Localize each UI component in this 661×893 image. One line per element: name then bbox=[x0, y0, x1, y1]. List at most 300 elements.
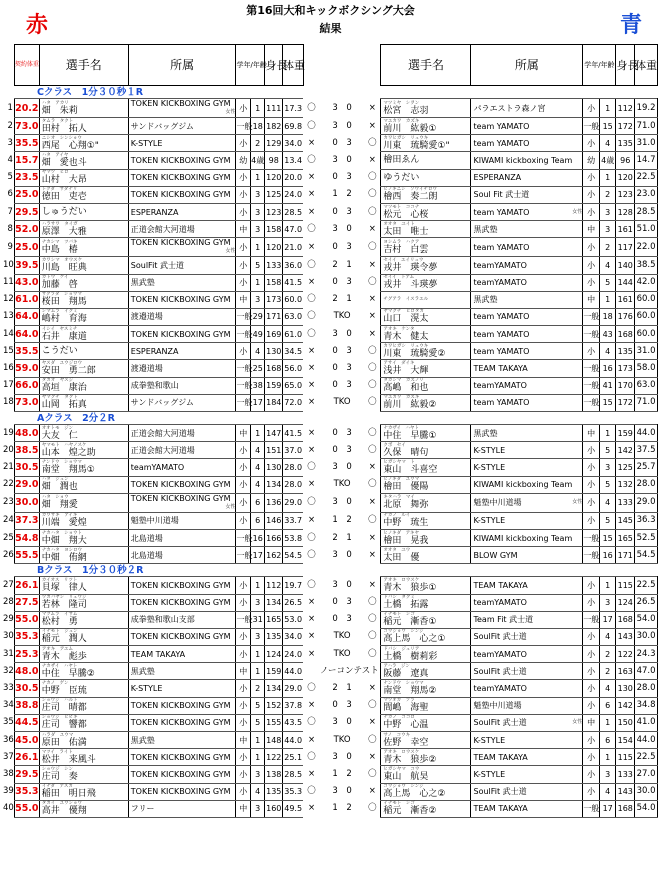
match-number: 38 bbox=[3, 768, 14, 779]
red-affiliation bbox=[128, 476, 236, 493]
blue-name-cell bbox=[381, 766, 471, 783]
match-row bbox=[3, 512, 658, 529]
red-age: 1 bbox=[250, 99, 265, 118]
red-kana: イシイ ヤスミチ bbox=[41, 326, 78, 332]
blue-weight: 27.0 bbox=[635, 766, 658, 783]
red-kana: ショウジ シン bbox=[41, 766, 74, 772]
blue-height: 176 bbox=[616, 308, 635, 325]
match-row bbox=[3, 493, 658, 512]
blue-affiliation bbox=[471, 186, 583, 203]
red-age: 1 bbox=[250, 274, 265, 291]
red-kana: タカオ ヤスジ bbox=[41, 378, 74, 384]
red-weight: 24.0 bbox=[283, 186, 304, 203]
red-height: 136 bbox=[265, 493, 283, 512]
page-title: 第16回大和キックボクシング大会 bbox=[246, 4, 415, 17]
blue-affiliation-text: teamYAMATO bbox=[473, 684, 527, 694]
red-affiliation-text: 成拳塾和歌山 bbox=[130, 381, 179, 391]
contract-weight: 38.8 bbox=[14, 697, 39, 714]
red-height: 120 bbox=[265, 169, 283, 186]
blue-weight: 71.0 bbox=[635, 118, 658, 135]
match-row bbox=[3, 135, 658, 152]
blue-weight: 28.5 bbox=[635, 203, 658, 220]
blue-affiliation-text: team YAMATO bbox=[473, 329, 530, 339]
red-kana: ナカノ ゲン bbox=[41, 681, 69, 687]
contract-weight: 39.5 bbox=[14, 257, 39, 274]
blue-affiliation bbox=[471, 274, 583, 291]
red-height: 147 bbox=[265, 425, 283, 442]
blue-weight: 22.5 bbox=[635, 169, 658, 186]
red-fighter-name: 桜田 翔馬 bbox=[41, 297, 87, 308]
red-age: 1 bbox=[250, 425, 265, 442]
red-weight: 53.8 bbox=[283, 529, 304, 546]
blue-affiliation-text: K-STYLE bbox=[473, 735, 506, 745]
red-result-mark bbox=[303, 663, 320, 680]
match-score: 0 3 bbox=[332, 614, 352, 625]
blue-age: 1 bbox=[599, 577, 616, 594]
blue-weight: 60.0 bbox=[635, 308, 658, 325]
red-affiliation bbox=[128, 152, 236, 169]
blue-kana: マエカワ カズキ bbox=[383, 118, 420, 124]
blue-fighter-name: 青木 狼歩① bbox=[383, 582, 437, 593]
blue-fighter-name: 松宮 志羽 bbox=[383, 105, 429, 116]
red-affiliation-text: TOKEN KICKBOXING GYM bbox=[130, 769, 231, 779]
red-affiliation bbox=[128, 547, 236, 564]
blue-affiliation bbox=[471, 459, 583, 476]
blue-affiliation bbox=[471, 425, 583, 442]
red-affiliation bbox=[128, 800, 236, 817]
red-result-mark: × bbox=[307, 427, 316, 438]
blue-fighter-name: 間嶋 海聖 bbox=[383, 703, 429, 714]
blue-weight: 60.0 bbox=[635, 291, 658, 308]
blue-fighter-name: 高上馬 心之② bbox=[383, 789, 446, 800]
red-age: 4 bbox=[250, 783, 265, 800]
red-age: 1 bbox=[250, 749, 265, 766]
section-header bbox=[3, 564, 658, 577]
red-grade: 中 bbox=[236, 800, 250, 817]
match-number: 21 bbox=[3, 461, 14, 472]
contract-weight: 55.0 bbox=[14, 611, 39, 628]
blue-weight: 22.5 bbox=[635, 577, 658, 594]
match-number: 7 bbox=[7, 206, 13, 217]
red-result-mark: 〇 bbox=[307, 461, 316, 472]
blue-affiliation bbox=[471, 749, 583, 766]
contract-weight: 44.5 bbox=[14, 714, 39, 731]
match-number: 9 bbox=[7, 241, 13, 252]
match-row bbox=[3, 800, 658, 817]
blue-affiliation-text: 黒武塾 bbox=[473, 224, 498, 234]
blue-affiliation-text: SoulFit 武士道 bbox=[473, 787, 527, 797]
blue-affiliation-text: team YAMATO bbox=[473, 138, 530, 148]
red-kana: ハタ ショウ bbox=[41, 495, 69, 501]
blue-kana: サノ コウキ bbox=[383, 732, 411, 738]
match-number: 22 bbox=[3, 479, 14, 490]
blue-affiliation bbox=[471, 326, 583, 343]
blue-kana: セイイ トアム bbox=[383, 275, 415, 281]
blue-result-mark: 〇 bbox=[368, 189, 377, 200]
red-result-mark: × bbox=[307, 597, 316, 608]
blue-name-cell bbox=[381, 680, 471, 697]
red-weight: 19.7 bbox=[283, 577, 304, 594]
contract-weight: 35.3 bbox=[14, 628, 39, 645]
blue-name-cell bbox=[381, 291, 471, 308]
red-name-cell bbox=[39, 628, 128, 645]
section-title: Aクラス 2分２R bbox=[37, 412, 115, 424]
blue-age: 17 bbox=[599, 800, 616, 817]
blue-affiliation-text: 魁塾中川道場 bbox=[473, 498, 522, 508]
red-name-cell bbox=[39, 476, 128, 493]
red-affiliation-text: TOKEN KICKBOXING GYM bbox=[130, 238, 231, 248]
blue-kana: オオタ ユイト bbox=[383, 221, 415, 227]
blue-grade: 小 bbox=[583, 99, 600, 118]
blue-height: 165 bbox=[616, 529, 635, 546]
match-row bbox=[3, 377, 658, 394]
blue-affiliation bbox=[471, 308, 583, 325]
blue-grade: 一般 bbox=[583, 118, 600, 135]
blue-fighter-name: 川東 琉騎愛①" bbox=[383, 140, 450, 151]
blue-age: 2 bbox=[599, 238, 616, 257]
blue-weight: 19.2 bbox=[635, 99, 658, 118]
red-affiliation bbox=[128, 697, 236, 714]
blue-affiliation bbox=[471, 221, 583, 238]
red-age: 3 bbox=[250, 766, 265, 783]
red-weight: 29.0 bbox=[283, 493, 304, 512]
blue-fighter-name: 佐野 幸空 bbox=[383, 737, 429, 748]
red-affiliation-text: K-STYLE bbox=[130, 684, 163, 694]
red-name-cell bbox=[39, 529, 128, 546]
blue-name-cell bbox=[381, 594, 471, 611]
blue-weight: 63.0 bbox=[635, 377, 658, 394]
red-kana: イナモト ジュン bbox=[41, 629, 78, 635]
match-score: 3 0 bbox=[332, 786, 352, 797]
match-score: 3 0 bbox=[332, 102, 352, 113]
blue-result-mark: × bbox=[368, 549, 376, 560]
blue-affiliation bbox=[471, 203, 583, 220]
red-kana: ハラサワ タイガ bbox=[41, 221, 78, 227]
red-grade: 小 bbox=[236, 274, 250, 291]
match-number: 19 bbox=[3, 427, 14, 438]
blue-result-mark: 〇 bbox=[368, 206, 377, 217]
blue-grade: 小 bbox=[583, 749, 600, 766]
blue-weight: 54.0 bbox=[635, 800, 658, 817]
blue-grade: 中 bbox=[583, 291, 600, 308]
red-weight: 34.0 bbox=[283, 135, 304, 152]
red-weight: 44.0 bbox=[283, 732, 304, 749]
red-kana: イナダ アスカ bbox=[41, 784, 73, 790]
red-affiliation bbox=[128, 512, 236, 529]
red-affiliation bbox=[128, 611, 236, 628]
red-name-cell bbox=[39, 203, 128, 220]
blue-name-cell bbox=[381, 394, 471, 411]
blue-result-mark: × bbox=[368, 259, 376, 270]
contract-weight: 35.5 bbox=[14, 343, 39, 360]
blue-fighter-name: 青木 狼歩② bbox=[383, 754, 437, 765]
blue-age: 4 bbox=[599, 343, 616, 360]
match-number: 26 bbox=[3, 549, 14, 560]
red-affiliation bbox=[128, 308, 236, 325]
match-number: 32 bbox=[3, 665, 14, 676]
blue-affiliation-text: TEAM TAKAYA bbox=[473, 364, 528, 374]
match-score: 0 3 bbox=[332, 277, 352, 288]
red-result-mark: × bbox=[307, 734, 316, 745]
red-weight: 36.0 bbox=[283, 257, 304, 274]
match-row bbox=[3, 732, 658, 749]
red-age: 1 bbox=[250, 238, 265, 257]
blue-grade: 一般 bbox=[583, 377, 600, 394]
blue-kana: イナモト シゴ bbox=[383, 612, 415, 618]
blue-age: 4歳 bbox=[599, 152, 616, 169]
red-affiliation-text: 渡邉道場 bbox=[130, 364, 163, 374]
section-header bbox=[3, 86, 658, 99]
blue-name-cell bbox=[381, 152, 471, 169]
blue-age: 5 bbox=[599, 442, 616, 459]
blue-kana: ナカザイ ハヤト bbox=[383, 425, 420, 431]
blue-grade: 一般 bbox=[583, 394, 600, 411]
red-grade: 小 bbox=[236, 99, 250, 118]
red-result-mark: × bbox=[307, 363, 316, 374]
match-number: 33 bbox=[3, 683, 14, 694]
red-affiliation bbox=[128, 783, 236, 800]
red-result-mark: × bbox=[307, 700, 316, 711]
red-fighter-name: 畑 潤也 bbox=[41, 482, 78, 493]
blue-affiliation bbox=[471, 476, 583, 493]
red-grade: 小 bbox=[236, 697, 250, 714]
contract-weight: 38.5 bbox=[14, 442, 39, 459]
match-score: 2 1 bbox=[332, 683, 352, 694]
section-header bbox=[3, 412, 658, 425]
red-weight: 28.5 bbox=[283, 766, 304, 783]
match-score: TKO bbox=[333, 397, 351, 408]
red-name-cell bbox=[39, 714, 128, 731]
blue-affiliation-text: KIWAMI kickboxing Team bbox=[473, 480, 573, 490]
red-kana: ナカハタ ショウト bbox=[41, 530, 83, 536]
red-affiliation bbox=[128, 749, 236, 766]
red-grade: 小 bbox=[236, 512, 250, 529]
blue-name-cell bbox=[381, 343, 471, 360]
match-number: 35 bbox=[3, 717, 14, 728]
blue-age: 4 bbox=[599, 135, 616, 152]
match-score: TKO bbox=[333, 734, 351, 745]
blue-grade: 小 bbox=[583, 203, 600, 220]
blue-grade: 一般 bbox=[583, 611, 600, 628]
blue-name-cell bbox=[381, 326, 471, 343]
match-number: 13 bbox=[3, 311, 14, 322]
red-affiliation-text: TOKEN KICKBOXING GYM bbox=[130, 701, 231, 711]
match-number: 28 bbox=[3, 597, 14, 608]
match-number: 5 bbox=[7, 172, 13, 183]
blue-grade: 小 bbox=[583, 459, 600, 476]
blue-name-cell bbox=[381, 783, 471, 800]
red-name-cell bbox=[39, 326, 128, 343]
red-affiliation-text: 正道会館大河道場 bbox=[130, 224, 195, 234]
red-kana: ニシオ シンショウ bbox=[41, 135, 82, 141]
match-row bbox=[3, 186, 658, 203]
red-gender-note: 女性 bbox=[225, 248, 236, 255]
blue-fighter-name: 高嶋 和也 bbox=[383, 383, 429, 394]
contract-weight: 30.0 bbox=[14, 493, 39, 512]
blue-age: 15 bbox=[599, 394, 616, 411]
blue-grade: 一般 bbox=[583, 360, 600, 377]
match-row bbox=[3, 577, 658, 594]
red-kana: カトウ ケイ bbox=[41, 275, 69, 281]
blue-affiliation bbox=[471, 291, 583, 308]
blue-grade: 小 bbox=[583, 697, 600, 714]
red-affiliation-text: TOKEN KICKBOXING GYM bbox=[130, 173, 231, 183]
contract-weight: 26.1 bbox=[14, 749, 39, 766]
blue-weight: 47.0 bbox=[635, 663, 658, 680]
red-height: 155 bbox=[265, 714, 283, 731]
red-affiliation-text: TOKEN KICKBOXING GYM bbox=[130, 155, 231, 165]
blue-affiliation bbox=[471, 646, 583, 663]
red-age: 25 bbox=[250, 360, 265, 377]
red-name-cell bbox=[39, 238, 128, 257]
red-kana: タムラ タクト bbox=[41, 118, 74, 124]
contract-weight: 26.1 bbox=[14, 577, 39, 594]
red-fighter-name: 石井 康道 bbox=[41, 331, 87, 342]
blue-fighter-name: 前川 紘毅① bbox=[383, 123, 437, 134]
red-height: 134 bbox=[265, 476, 283, 493]
red-result-mark: × bbox=[307, 189, 316, 200]
match-row bbox=[3, 169, 658, 186]
red-weight: 13.4 bbox=[283, 152, 304, 169]
match-row bbox=[3, 459, 658, 476]
red-name-cell bbox=[39, 749, 128, 766]
blue-height: 161 bbox=[616, 291, 635, 308]
red-affiliation-text: 北島道場 bbox=[130, 533, 163, 543]
red-height: 146 bbox=[265, 512, 283, 529]
blue-result-mark: × bbox=[368, 461, 376, 472]
blue-weight: 28.0 bbox=[635, 476, 658, 493]
red-grade: 小 bbox=[236, 577, 250, 594]
blue-result-mark: 〇 bbox=[368, 631, 377, 642]
red-height: 134 bbox=[265, 594, 283, 611]
blue-age: 41 bbox=[599, 377, 616, 394]
blue-affiliation-text: TEAM TAKAYA bbox=[473, 752, 528, 762]
red-name-cell bbox=[39, 274, 128, 291]
contract-weight: 35.5 bbox=[14, 135, 39, 152]
blue-result-mark: × bbox=[368, 579, 376, 590]
red-grade: 小 bbox=[236, 646, 250, 663]
blue-affiliation bbox=[471, 732, 583, 749]
blue-height: 123 bbox=[616, 186, 635, 203]
blue-result-mark: × bbox=[368, 751, 376, 762]
match-score: 0 3 bbox=[332, 241, 352, 252]
blue-name-cell bbox=[381, 493, 471, 512]
red-result-mark: 〇 bbox=[307, 497, 316, 508]
blue-age: 5 bbox=[599, 476, 616, 493]
red-height: 159 bbox=[265, 663, 283, 680]
blue-result-mark: 〇 bbox=[368, 277, 377, 288]
blue-fighter-name: 松元 心桜 bbox=[383, 209, 429, 220]
red-result-mark: × bbox=[307, 803, 316, 814]
red-name-cell bbox=[39, 732, 128, 749]
blue-age: 15 bbox=[599, 118, 616, 135]
blue-name-cell bbox=[381, 697, 471, 714]
blue-height: 172 bbox=[616, 394, 635, 411]
blue-height: 143 bbox=[616, 783, 635, 800]
blue-kana: ドバシ タクミ bbox=[383, 595, 415, 601]
match-number: 10 bbox=[3, 259, 14, 270]
match-number: 2 bbox=[7, 120, 13, 131]
contract-weight: 54.8 bbox=[14, 529, 39, 546]
blue-kana: アオキ ケンタ bbox=[383, 326, 415, 332]
blue-height: 172 bbox=[616, 118, 635, 135]
match-score: 0 3 bbox=[332, 172, 352, 183]
red-name-cell bbox=[39, 611, 128, 628]
red-weight: 28.0 bbox=[283, 476, 304, 493]
red-age: 38 bbox=[250, 377, 265, 394]
section-title: Bクラス 1分３０秒２R bbox=[37, 564, 144, 576]
match-number: 6 bbox=[7, 189, 13, 200]
red-fighter-name: 稲元 潤人 bbox=[41, 634, 87, 645]
red-fighter-name: こうだい bbox=[41, 346, 78, 357]
red-gender-note: 女性 bbox=[225, 109, 236, 115]
blue-kana: ヒノキダ アキヤ bbox=[383, 530, 419, 536]
match-score: 0 3 bbox=[332, 363, 352, 374]
match-number: 4 bbox=[7, 154, 13, 165]
blue-name-cell bbox=[381, 732, 471, 749]
header-blue-grade: 学年/年齢 bbox=[583, 45, 616, 86]
blue-affiliation bbox=[471, 663, 583, 680]
match-row bbox=[3, 680, 658, 697]
red-weight: 56.0 bbox=[283, 360, 304, 377]
red-fighter-name: 大友 仁 bbox=[41, 430, 78, 441]
header-blue-name: 選手名 bbox=[381, 45, 471, 86]
match-row bbox=[3, 152, 658, 169]
match-score: 1 2 bbox=[332, 768, 352, 779]
blue-weight: 31.0 bbox=[635, 343, 658, 360]
red-name-cell bbox=[39, 360, 128, 377]
red-name-cell bbox=[39, 152, 128, 169]
blue-age: 3 bbox=[599, 221, 616, 238]
red-weight: 33.7 bbox=[283, 512, 304, 529]
red-grade: 中 bbox=[236, 732, 250, 749]
blue-weight: 60.0 bbox=[635, 326, 658, 343]
blue-grade: 小 bbox=[583, 343, 600, 360]
match-number: 1 bbox=[7, 102, 13, 113]
red-age: 4 bbox=[250, 476, 265, 493]
red-name-cell bbox=[39, 99, 128, 118]
red-kana: ヤマツ ヒロ bbox=[41, 170, 69, 176]
red-weight: 17.3 bbox=[283, 99, 304, 118]
red-fighter-name: 山本 煌之助 bbox=[41, 447, 96, 458]
blue-height: 145 bbox=[616, 512, 635, 529]
blue-kana: アハラ ジン bbox=[383, 663, 410, 669]
match-number: 11 bbox=[3, 277, 14, 288]
blue-weight: 24.3 bbox=[635, 646, 658, 663]
red-affiliation-text: K-STYLE bbox=[130, 138, 163, 148]
blue-name-cell bbox=[381, 547, 471, 564]
red-height: 173 bbox=[265, 291, 283, 308]
match-row bbox=[3, 308, 658, 325]
match-number: 3 bbox=[7, 137, 13, 148]
red-weight: 53.0 bbox=[283, 611, 304, 628]
red-kana: アオキ アユム bbox=[41, 646, 73, 652]
blue-affiliation-text: TEAM TAKAYA bbox=[473, 804, 528, 814]
red-weight: 54.5 bbox=[283, 547, 304, 564]
red-affiliation bbox=[128, 186, 236, 203]
red-grade: 小 bbox=[236, 135, 250, 152]
red-affiliation bbox=[128, 135, 236, 152]
red-kana: ヤマグチ タクト bbox=[41, 395, 78, 401]
blue-height: 120 bbox=[616, 169, 635, 186]
blue-affiliation bbox=[471, 343, 583, 360]
red-name-cell bbox=[39, 547, 128, 564]
blue-name-cell bbox=[381, 274, 471, 291]
blue-weight: 29.0 bbox=[635, 493, 658, 512]
blue-affiliation bbox=[471, 680, 583, 697]
blue-result-mark: × bbox=[368, 717, 376, 728]
blue-height: 115 bbox=[616, 749, 635, 766]
